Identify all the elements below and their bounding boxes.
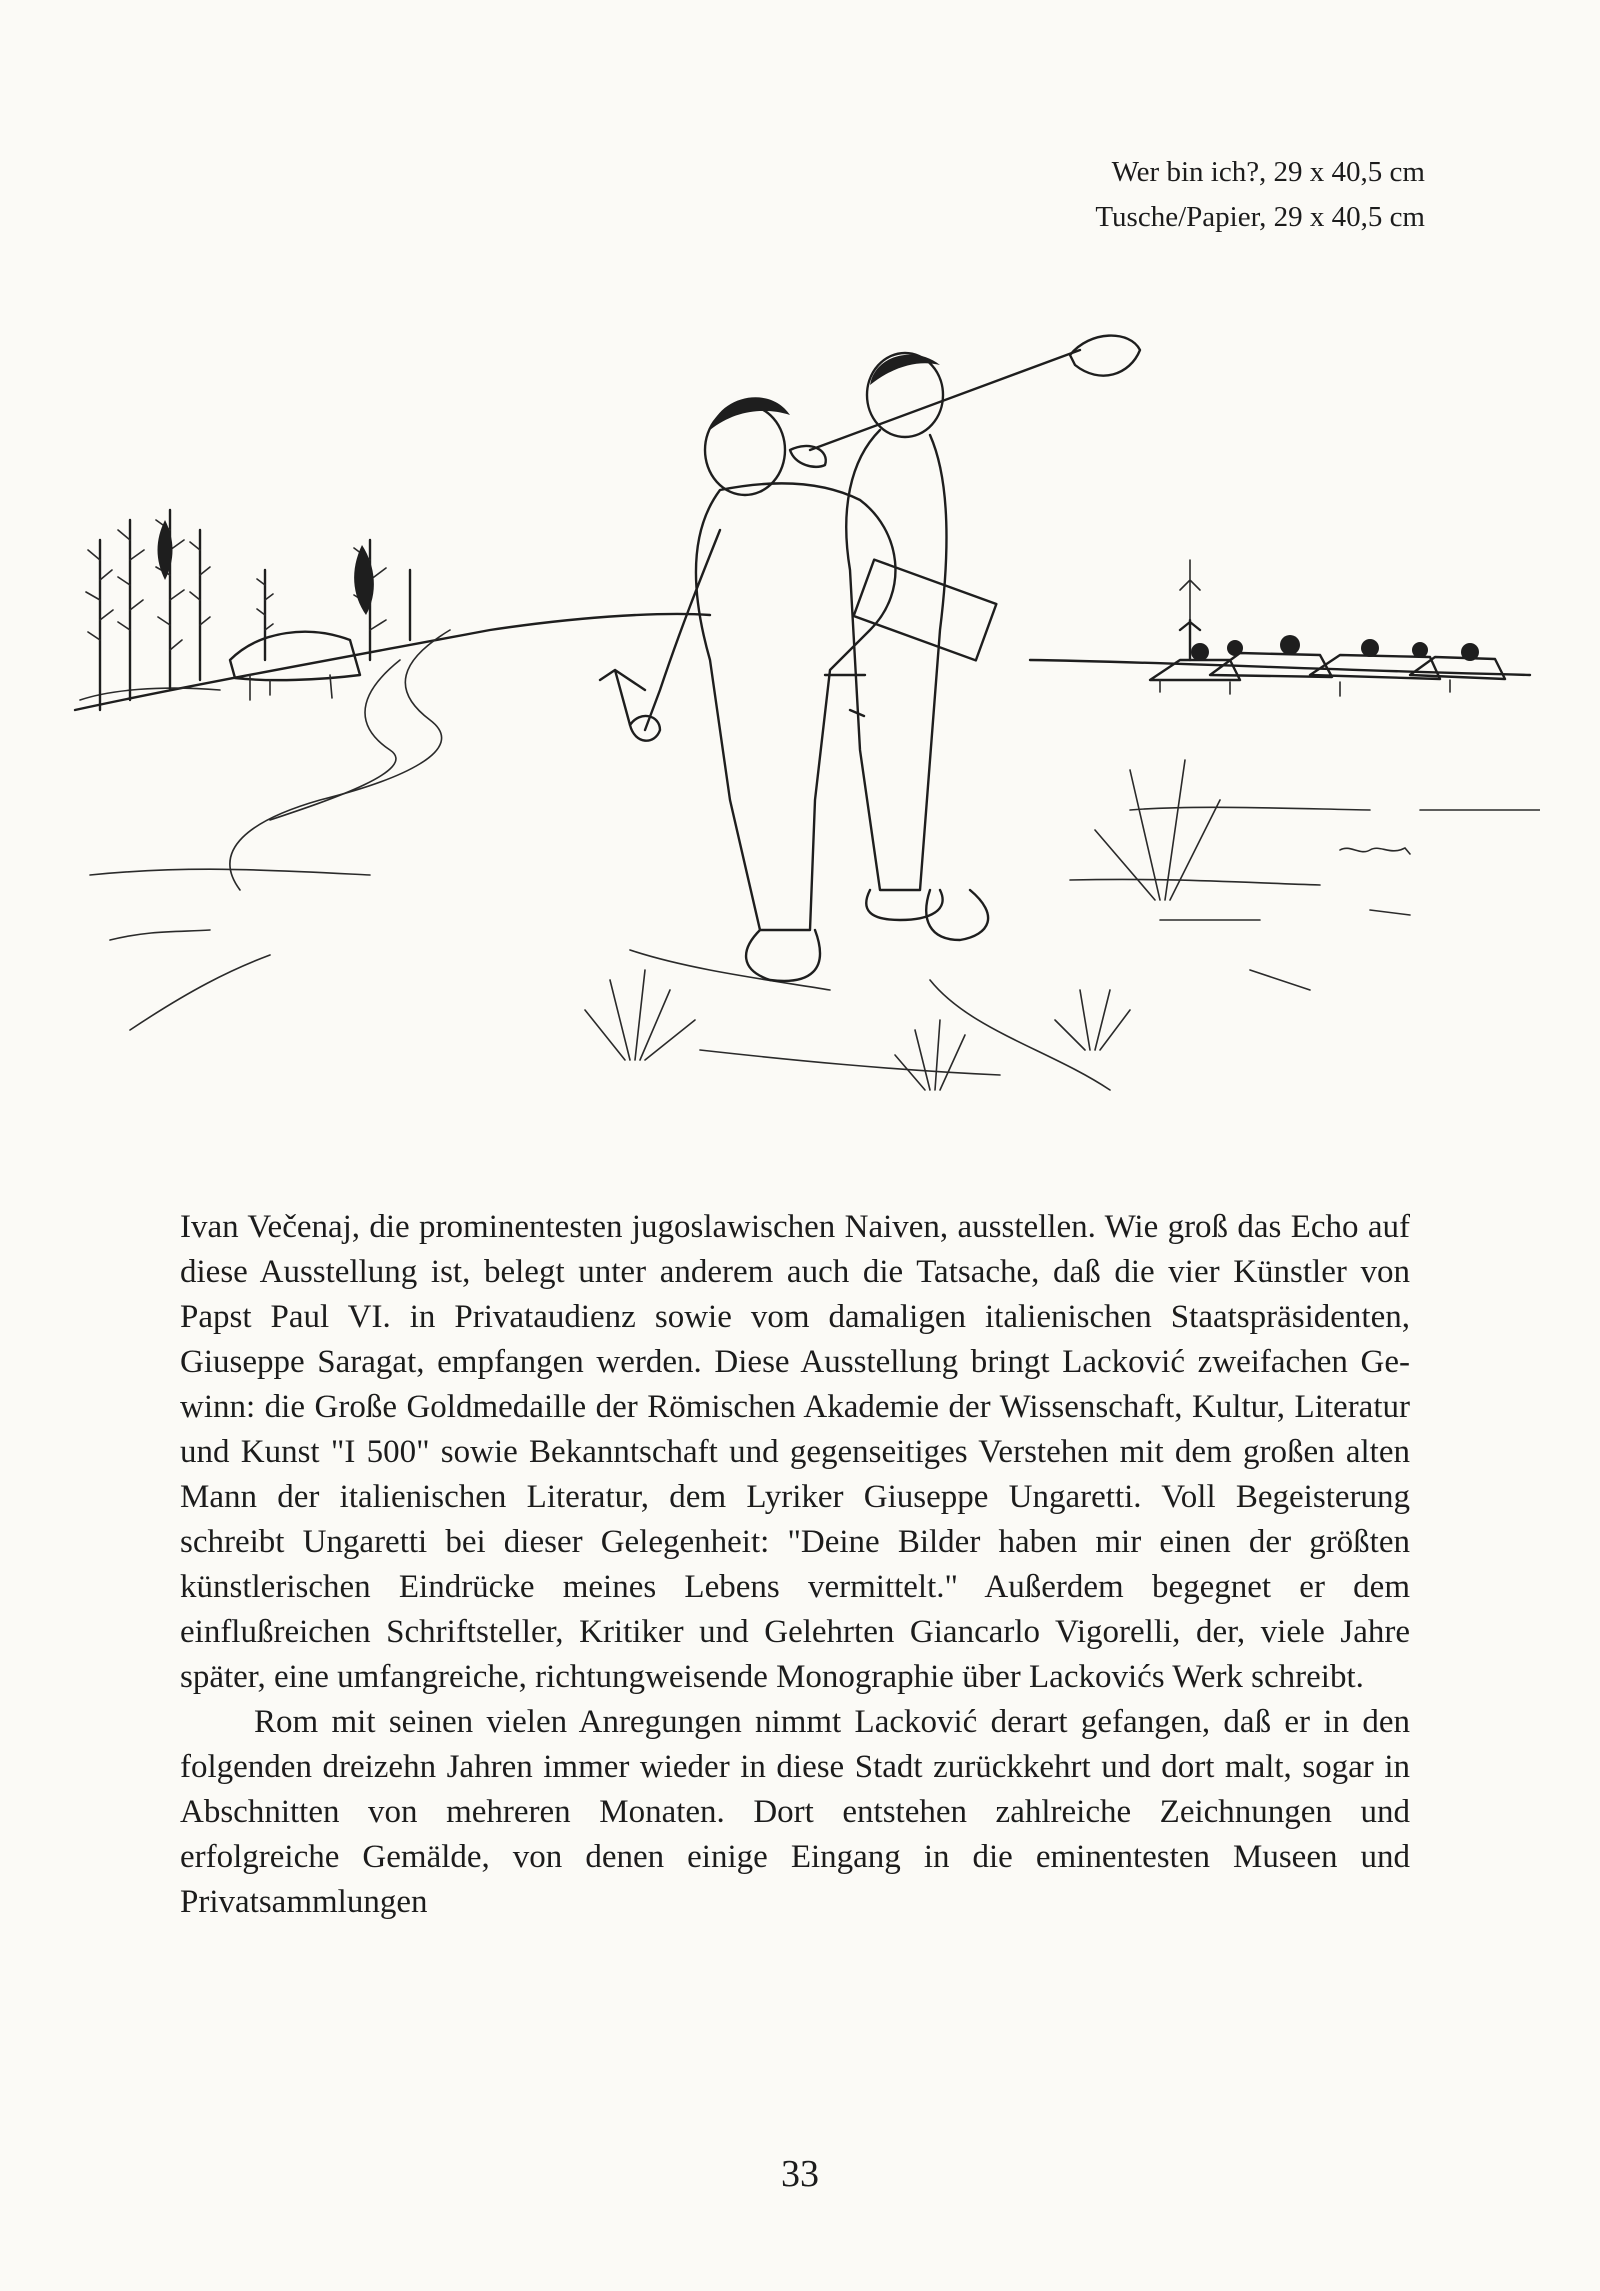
artwork-caption bbox=[1095, 150, 1425, 240]
paragraph-1: Ivan Večenaj, die prominentesten jugoslawischen Naiven, ausstellen. Wie groß das Echo auf diese Ausstellung ist, belegt unter anderem auch die Tatsache, daß die vier Künstler von Papst Paul VI. in Privataudienz sowie vom damaligen italienischen Staatspräsidenten, Giuseppe Saragat, empfangen werden. Diese Ausstellung bringt Lacković zweifachen Gewinn: die Große Goldmedaille der Römischen Akademie der Wissenschaft, Kultur, Literatur und Kunst "I 500" sowie Bekanntschaft und gegenseitiges Verstehen mit dem großen alten Mann der italienischen Literatur, dem Lyriker Giuseppe Ungaretti. Voll Begeisterung schreibt Ungaretti bei dieser Gelegenheit: "Deine Bilder haben mir einen der größten künstlerischen Eindrücke meines Lebens vermittelt." Außerdem begegnet er dem einflußreichen Schriftsteller, Kritiker und Gelehrten Giancarlo Vigorelli, der, viele Jahre später, eine umfangreiche, richtungweisende Monographie über Lackovićs Werk schreibt. bbox=[180, 1209, 1410, 1695]
artist-signature bbox=[1340, 848, 1410, 854]
grass-tufts bbox=[585, 560, 1220, 1090]
page-number: 33 bbox=[781, 2153, 819, 2195]
ink-drawing-illustration bbox=[70, 330, 1540, 1120]
walking-figures bbox=[600, 336, 1140, 981]
cottage-and-trees bbox=[80, 510, 410, 710]
paragraph-2: Rom mit seinen vielen Anregungen nimmt Lacković derart gefangen, daß er in den folgenden dreizehn Jahren immer wieder in diese Stadt zurückkehrt und dort malt, sogar in Abschnitten von mehreren Monaten. Dort entstehen zahlreiche Zeichnungen und erfolgreiche Gemälde, von denen einige Eingang in die eminentesten Museen und Privatsammlungen bbox=[180, 1704, 1410, 1920]
landscape-ground bbox=[75, 614, 1540, 1090]
caption-title-line: Wer bin ich?, 29 x 40,5 cm bbox=[1111, 156, 1425, 188]
body-text bbox=[180, 1205, 1410, 1925]
caption-medium-line: Tusche/Papier, 29 x 40,5 cm bbox=[1095, 201, 1425, 233]
distant-village bbox=[1150, 620, 1505, 696]
